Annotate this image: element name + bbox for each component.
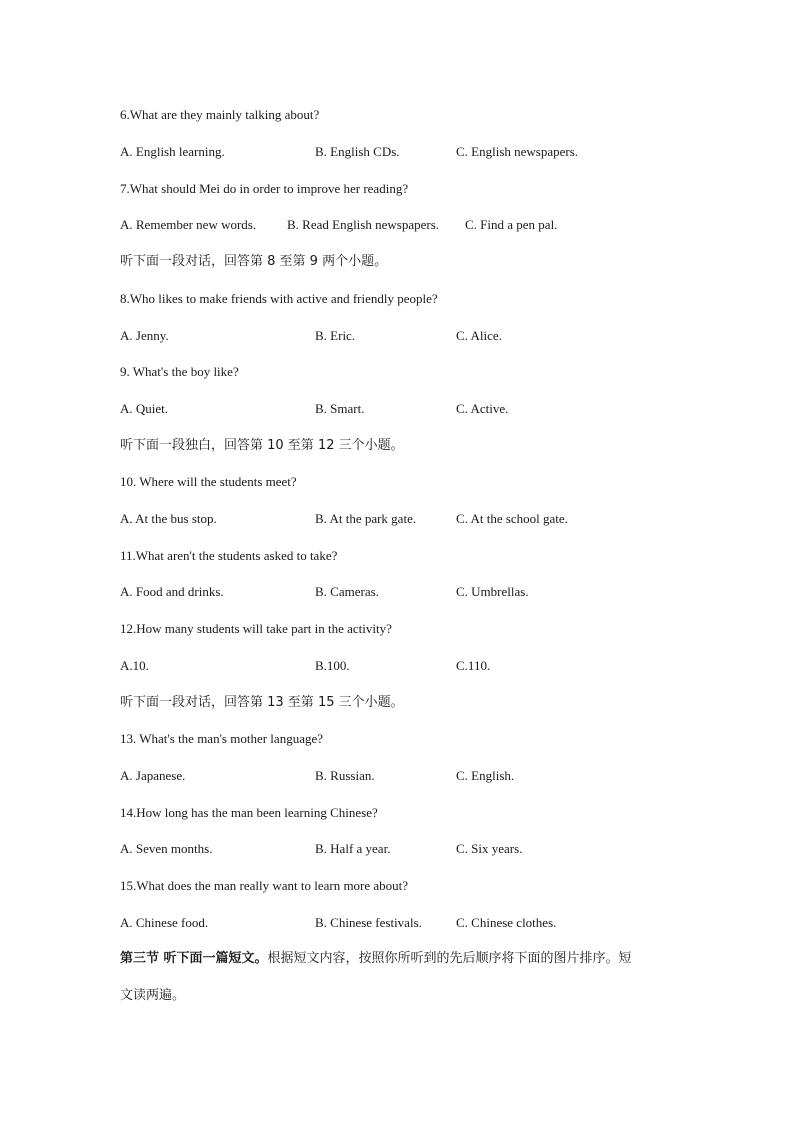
option-9c: C. Active.: [456, 401, 509, 416]
section-3-instructions: [120, 951, 632, 967]
option-8c: C. Alice.: [456, 328, 502, 343]
section-3-text-continued: 文读两遍。: [120, 988, 186, 1003]
question-14: 14.How long has the man been learning Chinese?: [120, 805, 378, 820]
question-6: 6.What are they mainly talking about?: [120, 107, 320, 122]
option-13c: C. English.: [456, 768, 515, 783]
option-14c: C. Six years.: [456, 841, 523, 856]
question-9: 9. What's the boy like?: [120, 364, 239, 379]
question-15: 15.What does the man really want to learn more about?: [120, 878, 409, 893]
option-13a: A. Japanese.: [120, 768, 186, 783]
section-3-heading: 第三节 听下面一篇短文。: [120, 951, 268, 966]
question-12: 12.How many students will take part in the activity?: [120, 621, 392, 636]
option-9a: A. Quiet.: [120, 401, 169, 416]
option-15c: C. Chinese clothes.: [456, 915, 557, 930]
option-12a: A.10.: [120, 658, 149, 673]
option-6a: A. English learning.: [120, 144, 225, 159]
option-13b: B. Russian.: [315, 768, 375, 783]
question-8: 8.Who likes to make friends with active and friendly people?: [120, 291, 438, 306]
question-13: 13. What's the man's mother language?: [120, 731, 323, 746]
option-10b: B. At the park gate.: [315, 511, 417, 526]
question-10: 10. Where will the students meet?: [120, 474, 297, 489]
option-10c: C. At the school gate.: [456, 511, 568, 526]
option-14b: B. Half a year.: [315, 841, 391, 856]
option-15b: B. Chinese festivals.: [315, 915, 422, 930]
option-7a: A. Remember new words.: [120, 217, 257, 232]
option-12b: B.100.: [315, 658, 350, 673]
option-6b: B. English CDs.: [315, 144, 400, 159]
instruction-8-9: 听下面一段对话，回答第 8 至第 9 两个小题。: [120, 254, 388, 269]
question-7: 7.What should Mei do in order to improve her reading?: [120, 181, 409, 196]
question-11: 11.What aren't the students asked to take?: [120, 548, 338, 563]
option-12c: C.110.: [456, 658, 491, 673]
option-6c: C. English newspapers.: [456, 144, 579, 159]
option-9b: B. Smart.: [315, 401, 365, 416]
instruction-13-15: 听下面一段对话，回答第 13 至第 15 三个小题。: [120, 695, 404, 710]
option-8b: B. Eric.: [315, 328, 356, 343]
option-15a: A. Chinese food.: [120, 915, 209, 930]
section-3-text: 根据短文内容，按照你所听到的先后顺序将下面的图片排序。短: [267, 951, 632, 966]
option-7b: B. Read English newspapers.: [287, 217, 440, 232]
option-10a: A. At the bus stop.: [120, 511, 217, 526]
option-8a: A. Jenny.: [120, 328, 169, 343]
option-7c: C. Find a pen pal.: [465, 217, 558, 232]
option-11b: B. Cameras.: [315, 584, 379, 599]
option-11a: A. Food and drinks.: [120, 584, 224, 599]
option-14a: A. Seven months.: [120, 841, 213, 856]
option-11c: C. Umbrellas.: [456, 584, 529, 599]
instruction-10-12: 听下面一段独白，回答第 10 至第 12 三个小题。: [120, 438, 404, 453]
